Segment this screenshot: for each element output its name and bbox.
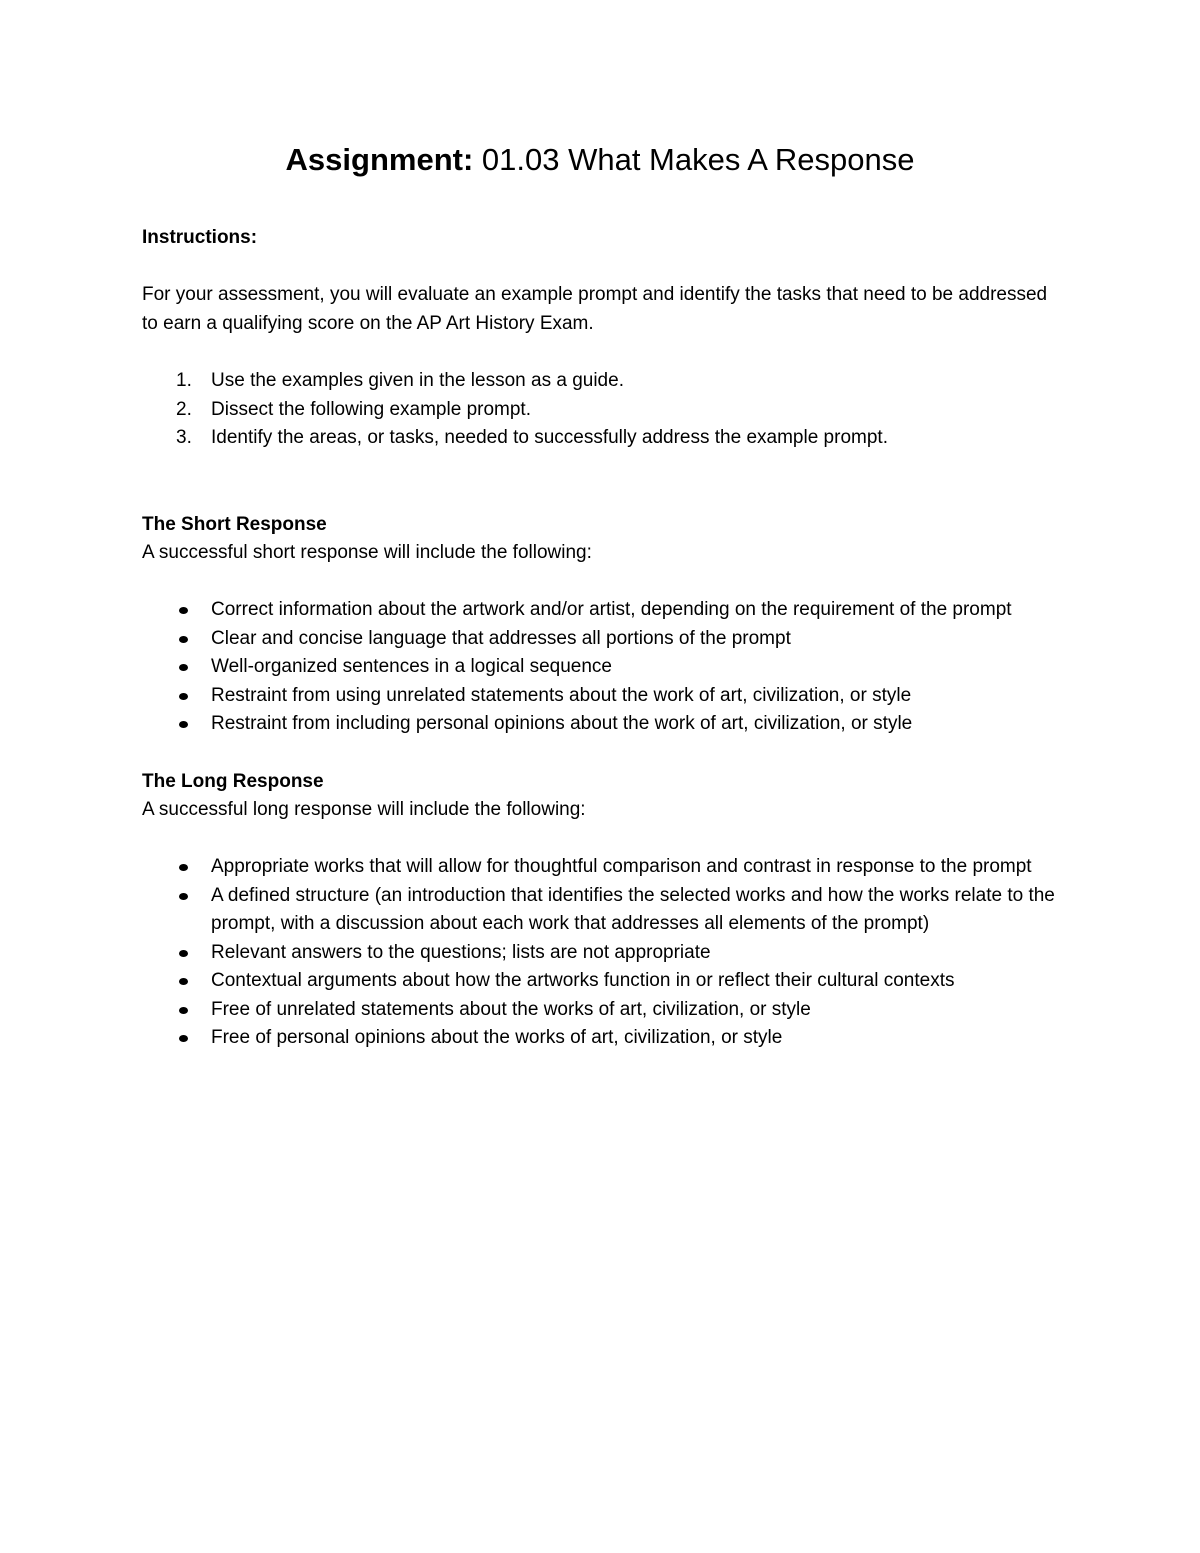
- bullet-icon: [179, 893, 188, 900]
- list-item-text: Free of personal opinions about the works of art, civilization, or style: [211, 1027, 783, 1048]
- step-number: 3.: [176, 427, 192, 448]
- bullet-icon: [179, 607, 188, 614]
- bullet-icon: [179, 693, 188, 700]
- document-content: [142, 140, 1062, 1053]
- bullet-icon: [179, 664, 188, 671]
- list-item: [142, 367, 1062, 396]
- instructions-heading: Instructions:: [142, 227, 258, 248]
- page-title: [142, 140, 1058, 180]
- list-item-text: Free of unrelated statements about the works of art, civilization, or style: [211, 998, 811, 1020]
- list-item: [142, 939, 1062, 968]
- bullet-icon: [179, 950, 188, 957]
- list-item: [142, 682, 1062, 711]
- title-label: Assignment:: [285, 142, 474, 177]
- list-item: [142, 396, 1062, 425]
- list-item: [142, 625, 1062, 654]
- title-text: 01.03 What Makes A Response: [481, 142, 915, 177]
- list-item-text: Contextual arguments about how the artworks function in or reflect their cultural contexts: [211, 970, 955, 991]
- list-item: [142, 653, 1062, 682]
- step-text: Dissect the following example prompt.: [211, 398, 531, 420]
- list-item: [142, 596, 1062, 625]
- bullet-icon: [179, 636, 188, 643]
- list-item-text: Relevant answers to the questions; lists are not appropriate: [211, 941, 711, 963]
- list-item: [142, 882, 1062, 939]
- list-item: [142, 996, 1062, 1025]
- bullet-icon: [179, 721, 188, 728]
- list-item: [142, 710, 1062, 739]
- list-item-text: A defined structure (an introduction that identifies the selected works and how the works relate to the prompt, with a discussion about each work that addresses all elements of the prompt): [211, 884, 1055, 934]
- list-item-text: Well-organized sentences in a logical sequence: [211, 656, 613, 677]
- list-item-text: Clear and concise language that addresses all portions of the prompt: [211, 627, 791, 649]
- instructions-intro: For your assessment, you will evaluate an example prompt and identify the tasks that need to be addressed to earn a qualifying score on the AP Art History Exam.: [142, 284, 1048, 334]
- long-response-intro: A successful long response will include the following:: [142, 798, 586, 820]
- bullet-icon: [179, 978, 188, 985]
- list-item-text: Restraint from using unrelated statements about the work of art, civilization, or style: [211, 684, 912, 706]
- instructions-steps: [142, 367, 1062, 453]
- list-item-text: Correct information about the artwork and/or artist, depending on the requirement of the prompt: [211, 599, 1012, 620]
- long-response-list: [142, 853, 1062, 1053]
- bullet-icon: [179, 864, 188, 871]
- step-text: Use the examples given in the lesson as a guide.: [211, 370, 624, 391]
- list-item: [142, 1024, 1062, 1053]
- list-item: [142, 853, 1062, 882]
- step-number: 2.: [176, 398, 192, 420]
- list-item: [142, 967, 1062, 996]
- list-item-text: Restraint from including personal opinions about the work of art, civilization, or style: [211, 713, 913, 734]
- short-response-intro: A successful short response will include the following:: [142, 541, 592, 563]
- step-text: Identify the areas, or tasks, needed to successfully address the example prompt.: [211, 427, 888, 448]
- list-item: [142, 424, 1062, 453]
- step-number: 1.: [176, 370, 192, 391]
- bullet-icon: [179, 1007, 188, 1014]
- bullet-icon: [179, 1035, 188, 1042]
- long-response-heading: The Long Response: [142, 770, 324, 792]
- short-response-heading: The Short Response: [142, 513, 327, 535]
- list-item-text: Appropriate works that will allow for thoughtful comparison and contrast in response to the prompt: [211, 856, 1032, 877]
- short-response-list: [142, 596, 1062, 739]
